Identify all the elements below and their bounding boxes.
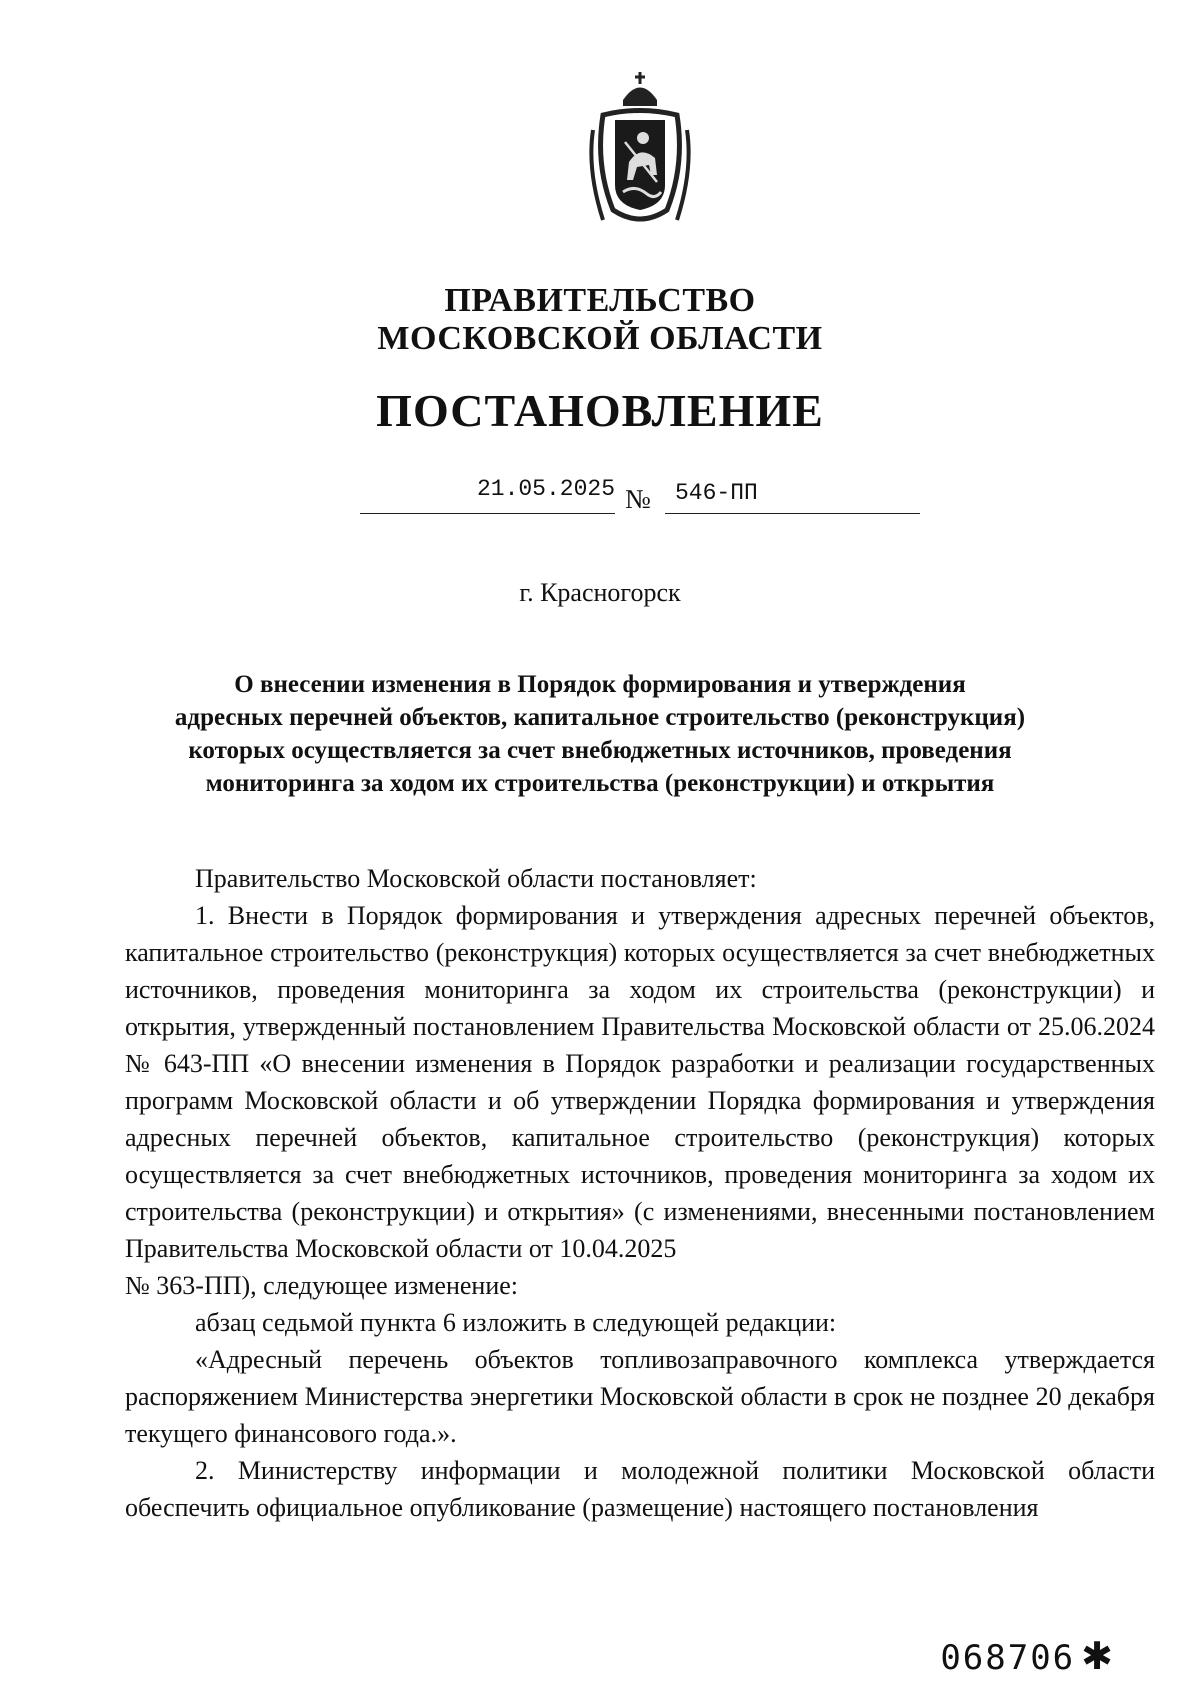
serial-number-text: 068706 (940, 1638, 1076, 1678)
number-underline (665, 513, 920, 514)
organization-name-line2: МОСКОВСКОЙ ОБЛАСТИ (377, 320, 823, 357)
paragraph-2: 2. Министерству информации и молодежной политики Московской области обеспечить официальное опубликование (размещение) настоящего постановления (125, 1456, 1155, 1522)
document-date: 21.05.2025 (476, 476, 615, 502)
document-type-heading: ПОСТАНОВЛЕНИЕ (376, 385, 824, 436)
title-line: которых осуществляется за счет внебюджетных источников, проведения (188, 737, 1012, 764)
serial-number (940, 1634, 1115, 1678)
coat-of-arms-emblem (585, 70, 695, 230)
document-title (150, 668, 1050, 800)
document-number: 546-ПП (675, 480, 758, 506)
title-line: О внесении изменения в Порядок формирования и утверждения (234, 671, 966, 698)
document-body (125, 860, 1155, 1526)
title-line: адресных перечней объектов, капитальное строительство (реконструкция) (174, 704, 1026, 731)
number-sign: № (625, 484, 651, 514)
paragraph-1: 1. Внести в Порядок формирования и утверждения адресных перечней объектов, капитальное строительство (реконструкция) которых осуществляется за счет внебюджетных источников, проведения мониторинга за ходом их строительства (реконструкции) и открытия, утвержденный постановлением Правительства Московской области от 25.06.2024 № 643-ПП «О внесении изменения в Порядок разработки и реализации государственных программ Московской области и об утверждении Порядка формирования и утверждения адресных перечней объектов, капитальное строительство (реконструкция) которых осуществляется за счет внебюджетных источников, проведения мониторинга за ходом их строительства (реконструкции) и открытия» (с изменениями, внесенными постановлением Правительства Московской области от 10.04.2025 (125, 901, 1155, 1263)
date-underline (360, 513, 615, 514)
paragraph-amendment-intro: абзац седьмой пункта 6 изложить в следующей редакции: (195, 1308, 837, 1337)
organization-name-line1: ПРАВИТЕЛЬСТВО (444, 282, 756, 319)
paragraph-amendment-text: «Адресный перечень объектов топливозаправочного комплекса утверждается распоряжением Министерства энергетики Московской области в срок не позднее 20 декабря текущего финансового года.». (125, 1345, 1155, 1448)
city-line: г. Красногорск (519, 578, 681, 607)
intro-paragraph: Правительство Московской области постановляет: (195, 864, 757, 893)
paragraph-1-tail: № 363-ПП), следующее изменение: (125, 1271, 518, 1300)
title-line: мониторинга за ходом их строительства (реконструкции) и открытия (205, 770, 995, 797)
date-number-row (0, 476, 1200, 516)
asterisk-mark: ✱ (1081, 1634, 1115, 1678)
